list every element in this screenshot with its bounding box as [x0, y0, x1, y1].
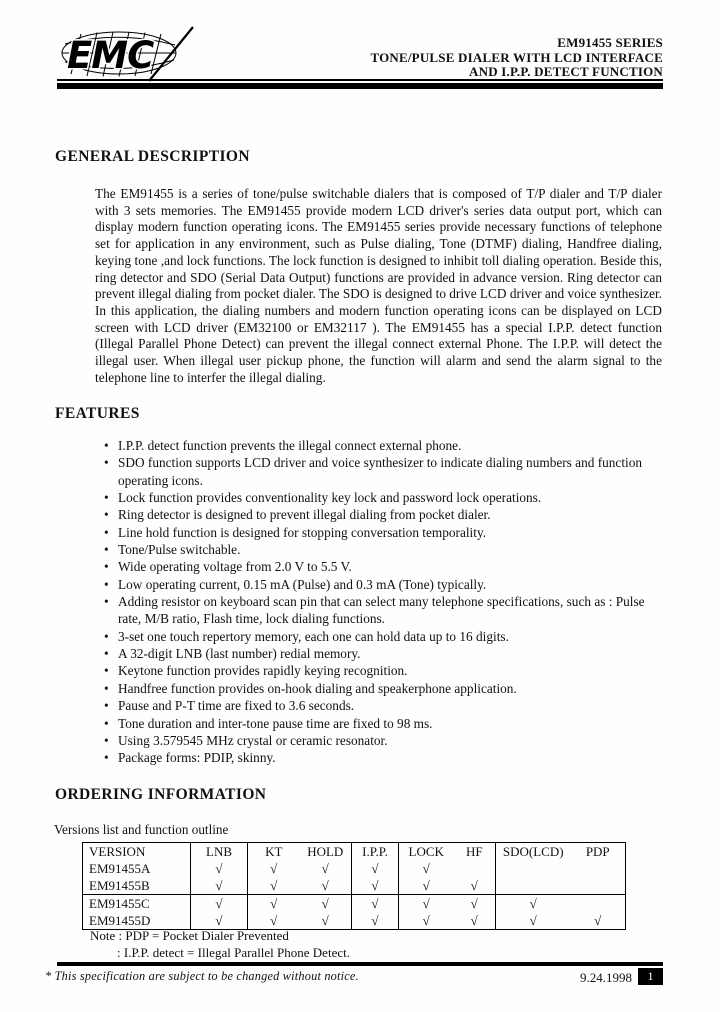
feature-item: • Line hold function is designed for stopping conversation temporality.: [104, 524, 664, 541]
checkmark-cell: √: [300, 912, 352, 930]
feature-item: • Wide operating voltage from 2.0 V to 5.5 V.: [104, 558, 664, 575]
checkmark-cell: √: [454, 877, 496, 895]
version-cell: EM91455B: [83, 877, 191, 895]
doc-title-block: [370, 36, 663, 80]
checkmark-cell: √: [270, 895, 278, 911]
checkmark-cell: √: [270, 912, 278, 928]
general-description-heading: GENERAL DESCRIPTION: [55, 148, 250, 165]
checkmark-cell: √: [191, 912, 248, 930]
checkmark-cell: √: [352, 860, 399, 877]
table-header-cell: PDP: [585, 843, 610, 859]
header-rule: [57, 79, 663, 89]
checkmark-cell: √: [300, 860, 352, 877]
feature-item: • Using 3.579545 MHz crystal or ceramic resonator.: [104, 732, 664, 749]
checkmark-cell: √: [191, 877, 248, 895]
table-header-cell: KT: [265, 843, 283, 859]
table-header-cell: I.P.P.: [352, 843, 399, 861]
ordering-information-heading: ORDERING INFORMATION: [55, 786, 267, 803]
checkmark-cell: √: [594, 912, 602, 928]
checkmark-cell: √: [191, 860, 248, 877]
checkmark-cell: √: [300, 877, 352, 895]
table-header-cell: SDO(LCD): [502, 843, 564, 859]
ordering-table-body: [83, 860, 626, 930]
footer-date: 9.24.1998: [580, 970, 632, 985]
feature-item: • 3-set one touch repertory memory, each one can hold data up to 16 digits.: [104, 628, 664, 645]
feature-item: • A 32-digit LNB (last number) redial memory.: [104, 645, 664, 662]
general-description-body: The EM91455 is a series of tone/pulse switchable dialers that is composed of T/P dialer and T/P dialer with 3 sets memories. The EM91455 provide modern LCD driver's series data output port, which can display modern function operating icons. The EM91455 series provide necessary functions of telephone set for application in any environment, such as Pulse dialing, Tone (DTMF) dialing, Handfree dialing, keying tone ,and lock functions. The lock function is designed to inhibit toll dialing operation. Beside this, ring detector and SDO (Serial Data Output) functions are provided in advance version. Ring detector can prevent illegal dialing from pocket dialer. The SDO is designed to drive LCD driver and voice synthesizer. In this application, the dialing numbers and modern function operating icons can be displayed on LCD screen with LCD driver (EM32100 or EM32117 ). The EM91455 has a special I.P.P. detect function (Illegal Parallel Phone Detect) can prevent the illegal connect external Phone. The I.P.P. will detect the illegal user. When illegal user pickup phone, the function will alarm and send the alarm signal to the telephone line to interfer the illegal dialing.: [95, 186, 662, 385]
table-header-cell: VERSION: [83, 843, 191, 861]
feature-item: • Lock function provides conventionality key lock and password lock operations.: [104, 489, 664, 506]
ordering-table-header-row: [83, 843, 626, 861]
table-header-cell: HOLD: [300, 843, 352, 861]
features-heading: FEATURES: [55, 405, 140, 422]
table-header-cell: LOCK: [408, 843, 444, 859]
table-header-cell: LNB: [191, 843, 248, 861]
checkmark-cell: √: [352, 912, 399, 930]
checkmark-cell: √: [529, 895, 537, 911]
checkmark-cell: √: [422, 912, 430, 928]
ordering-subtitle: Versions list and function outline: [54, 822, 229, 837]
doc-title-line-1: EM91455 SERIES: [557, 35, 663, 50]
doc-title-line-3: AND I.P.P. DETECT FUNCTION: [469, 64, 663, 79]
checkmark-cell: √: [300, 895, 352, 913]
checkmark-cell: √: [399, 877, 454, 895]
checkmark-cell: √: [422, 895, 430, 911]
version-cell: EM91455A: [83, 860, 191, 877]
feature-item: • Pause and P-T time are fixed to 3.6 seconds.: [104, 697, 664, 714]
checkmark-cell: √: [454, 895, 496, 913]
table-note-line-1: Note : PDP = Pocket Dialer Prevented: [90, 928, 289, 943]
checkmark-cell: √: [454, 912, 496, 930]
empty-cell: [571, 860, 626, 877]
version-cell: EM91455C: [83, 895, 191, 913]
emc-logo: [53, 26, 195, 84]
feature-item: • Low operating current, 0.15 mA (Pulse) and 0.3 mA (Tone) typically.: [104, 576, 664, 593]
feature-item: • Handfree function provides on-hook dialing and speakerphone application.: [104, 680, 664, 697]
checkmark-cell: √: [270, 860, 278, 876]
checkmark-cell: √: [191, 895, 248, 913]
footer-rule: [57, 962, 663, 966]
feature-item: • Adding resistor on keyboard scan pin that can select many telephone specifications, such as : Pulse rate, M/B ratio, Flash time, lock dialing functions.: [104, 593, 664, 628]
emc-globe-icon: [53, 26, 195, 84]
emc-logo-text: EMC: [67, 34, 154, 77]
footer-disclaimer: * This specification are subject to be changed without notice.: [45, 969, 359, 983]
checkmark-cell: √: [422, 860, 430, 876]
checkmark-cell: √: [248, 877, 300, 895]
feature-item: • Tone/Pulse switchable.: [104, 541, 664, 558]
feature-item: • Package forms: PDIP, skinny.: [104, 749, 664, 766]
features-list: [104, 437, 664, 767]
checkmark-cell: √: [529, 912, 537, 928]
ordering-table: [82, 842, 626, 930]
checkmark-cell: √: [352, 877, 399, 895]
feature-item: • I.P.P. detect function prevents the illegal connect external phone.: [104, 437, 664, 454]
feature-item: • Tone duration and inter-tone pause time are fixed to 98 ms.: [104, 715, 664, 732]
empty-cell: [571, 895, 626, 913]
version-cell: EM91455D: [83, 912, 191, 930]
feature-item: • Keytone function provides rapidly keying recognition.: [104, 662, 664, 679]
table-row: [83, 895, 626, 913]
checkmark-cell: √: [352, 895, 399, 913]
feature-item: • Ring detector is designed to prevent illegal dialing from pocket dialer.: [104, 506, 664, 523]
table-note-line-2: : I.P.P. detect = Illegal Parallel Phone Detect.: [117, 945, 350, 960]
empty-cell: [496, 877, 571, 895]
feature-item: • SDO function supports LCD driver and voice synthesizer to indicate dialing numbers and function operating icons.: [104, 454, 664, 489]
table-row: [83, 877, 626, 895]
page-number-badge: 1: [638, 968, 663, 985]
empty-cell: [496, 860, 571, 877]
table-header-cell: HF: [454, 843, 496, 861]
doc-title-line-2: TONE/PULSE DIALER WITH LCD INTERFACE: [370, 49, 663, 65]
table-row: [83, 912, 626, 930]
empty-cell: [454, 860, 496, 877]
empty-cell: [571, 877, 626, 895]
table-row: [83, 860, 626, 877]
